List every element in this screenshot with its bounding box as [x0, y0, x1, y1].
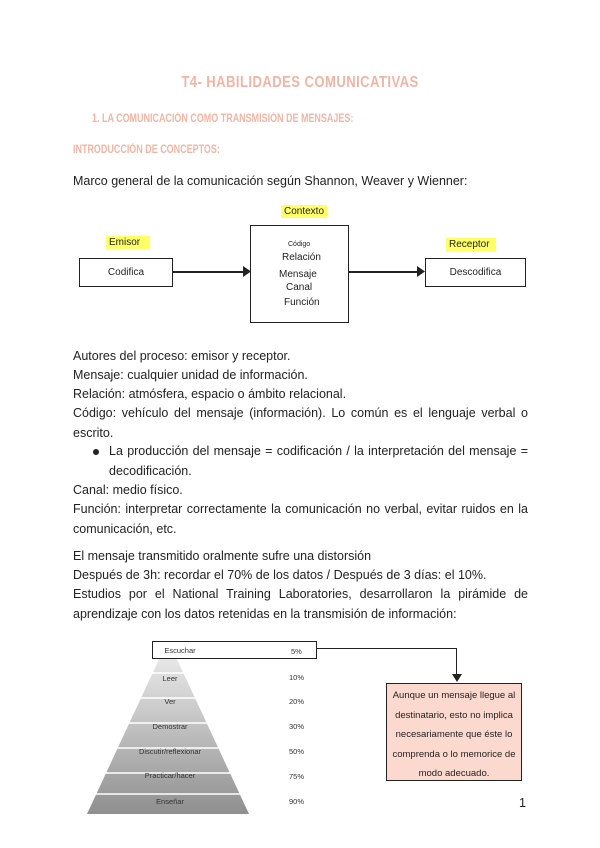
ntl-text: Estudios por el National Training Laboratories, desarrollaron la pirámide de aprendizaje con los datos retenidas en la transmisión de información: — [73, 587, 528, 621]
connector-vertical — [456, 648, 457, 676]
pyramid-pct-demostrar: 30% — [289, 722, 305, 731]
bullet-dot-icon — [93, 449, 99, 455]
definition-autores: Autores del proceso: emisor y receptor. — [73, 349, 291, 363]
emisor-label: Emisor — [106, 236, 150, 249]
pyramid-label-practicar: Practicar/hacer — [144, 771, 196, 780]
pyramid-label-ver: Ver — [164, 697, 176, 706]
descodifica-text: Descodifica — [449, 267, 502, 278]
section-heading-1: 1. LA COMUNICACIÓN COMO TRANSMISIÓN DE MENSAJES: — [92, 113, 354, 125]
connector-horizontal — [316, 648, 457, 649]
section-heading-2: INTRODUCCIÓN DE CONCEPTOS: — [73, 144, 220, 156]
pyramid-label-discutir: Discutir/reflexionar — [138, 747, 202, 756]
note-box — [386, 683, 522, 781]
page-number: 1 — [519, 796, 526, 810]
definition-mensaje: Mensaje: cualquier unidad de información. — [73, 368, 308, 382]
pyramid-label-ensenar: Enseñar — [156, 797, 184, 806]
descodifica-box — [425, 258, 526, 287]
recall-text: Después de 3h: recordar el 70% de los datos / Después de 3 días: el 10%. — [73, 568, 487, 582]
pyramid-pct-ensenar: 90% — [289, 797, 305, 806]
arrow-line-right — [348, 271, 419, 273]
codigo-text: Código — [288, 241, 311, 248]
codifica-box — [79, 258, 173, 287]
intro-text: Marco general de la comunicación según Shannon, Weaver y Wienner: — [73, 174, 468, 188]
receptor-label: Receptor — [446, 238, 496, 251]
contexto-label: Contexto — [281, 205, 327, 218]
arrow-line-left — [172, 271, 249, 273]
pyramid-label-escuchar: Escuchar — [164, 646, 196, 655]
distortion-text: El mensaje transmitido oralmente sufre una distorsión — [73, 549, 372, 563]
relacion-text: Relación — [282, 252, 321, 263]
note-text: Aunque un mensaje llegue al destinatario, esto no implica necesariamente que éste lo comprenda o lo memorice de modo adecuado. — [392, 690, 516, 779]
definition-relacion: Relación: atmósfera, espacio o ámbito relacional. — [73, 387, 347, 401]
page-title: T4- HABILIDADES COMUNICATIVAS — [181, 74, 419, 91]
center-box — [250, 225, 349, 323]
pyramid-label-demostrar: Demostrar — [152, 722, 188, 731]
connector-arrow-icon — [452, 674, 462, 682]
pyramid-pct-discutir: 50% — [289, 747, 305, 756]
bullet-text: La producción del mensaje = codificación / la interpretación del mensaje = decodificación. — [109, 444, 528, 478]
funcion-text: Función — [284, 297, 320, 308]
definition-funcion: Función: interpretar correctamente la comunicación no verbal, evitar ruidos en la comunicación, etc. — [73, 502, 528, 536]
definition-codigo: Código: vehículo del mensaje (información). Lo común es el lenguaje verbal o escrito. — [73, 406, 528, 440]
codifica-text: Codifica — [107, 267, 145, 278]
definition-canal: Canal: medio físico. — [73, 483, 183, 497]
pyramid-pct-practicar: 75% — [289, 772, 305, 781]
arrow-head-right-icon — [417, 266, 425, 277]
pyramid-pct-escuchar: 5% — [291, 647, 302, 656]
canal-text: Canal — [286, 282, 313, 293]
pyramid-pct-leer: 10% — [289, 673, 305, 682]
pyramid-pct-ver: 20% — [289, 697, 305, 706]
pyramid-label-leer: Leer — [162, 674, 178, 683]
mensaje-text: Mensaje — [279, 269, 317, 280]
